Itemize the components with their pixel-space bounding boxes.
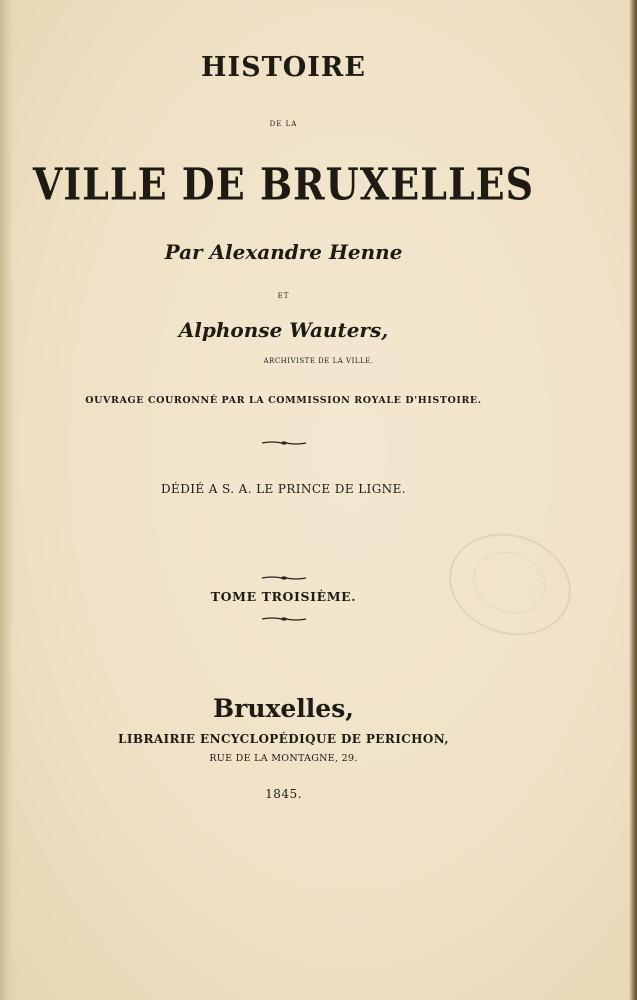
coauthor-name: Alphonse Wauters,	[178, 318, 389, 342]
award-line: OUVRAGE COURONNÉ PAR LA COMMISSION ROYALE D'HISTOIRE.	[85, 395, 482, 406]
ornament-divider-bottom	[0, 614, 567, 624]
publisher-name: LIBRAIRIE ENCYCLOPÉDIQUE DE PERICHON,	[118, 732, 449, 746]
publication-city: Bruxelles,	[213, 694, 354, 723]
binding-shadow	[0, 0, 14, 1000]
book-title: HISTOIRE	[201, 52, 366, 83]
author-conjunction: ET	[277, 292, 290, 300]
publication-year: 1845.	[265, 787, 302, 801]
faded-library-stamp	[436, 518, 585, 650]
book-subject: VILLE DE BRUXELLES	[32, 158, 535, 210]
page-edge	[629, 0, 637, 1000]
title-connector: DE LA	[269, 120, 298, 128]
ornament-divider-top	[0, 573, 567, 583]
dedication-line: DÉDIÉ A S. A. LE PRINCE DE LIGNE.	[161, 482, 406, 496]
publisher-address: RUE DE LA MONTAGNE, 29.	[209, 753, 358, 764]
author-line: Par Alexandre Henne	[164, 240, 403, 264]
ornament-divider	[0, 438, 567, 448]
coauthor-role: ARCHIVISTE DE LA VILLE.	[263, 357, 374, 365]
volume-line: TOME TROISIÈME.	[210, 589, 357, 604]
